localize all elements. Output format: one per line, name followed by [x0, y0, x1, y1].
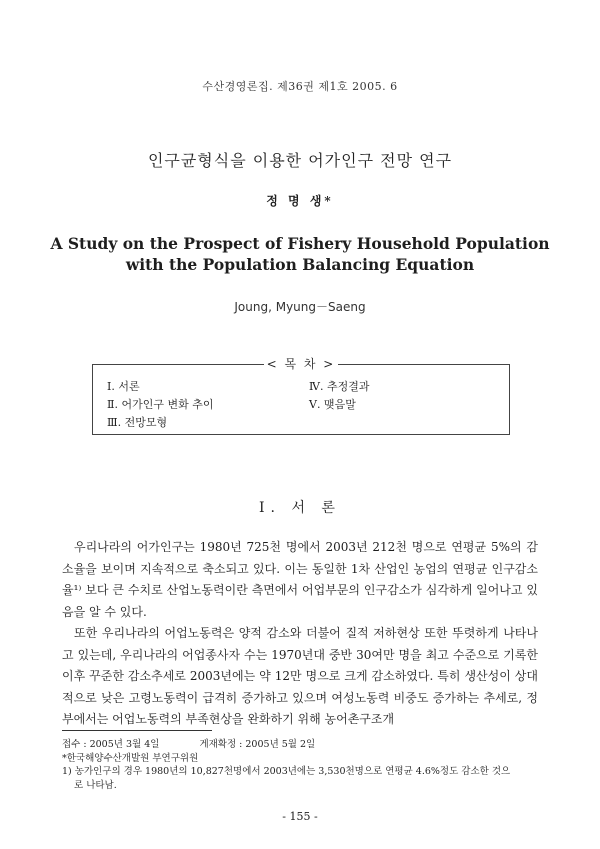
toc-item-3: Ⅲ. 전망모형	[107, 416, 168, 429]
toc-heading: < 목 차 >	[266, 357, 336, 371]
toc-item-5: Ⅴ. 맺음말	[309, 398, 356, 411]
received-date: 접수 : 2005년 3월 4일	[62, 739, 160, 750]
english-author: Joung, Myung－Saeng	[234, 300, 366, 314]
toc-item-4: Ⅳ. 추정결과	[309, 380, 370, 393]
paragraph-1: 우리나라의 어가인구는 1980년 725천 명에서 2003년 212천 명으로 연평균 5%의 감소율을 보이며 지속적으로 축소되고 있다. 이는 동일한 1차 산업인 농업의 연평균 인구감소율¹⁾ 보다 큰 수치로 산업노동력이란 측면에서 어업부문의 인구감소가 심각하게 일어나고 있음을 알 수 있다.	[62, 540, 538, 619]
footnote-dates	[62, 738, 538, 752]
author-affiliation: *한국해양수산개발원 부연구위원	[62, 752, 199, 764]
footnote-1-line-2: 로 나타남.	[74, 779, 117, 791]
english-title-line-1: A Study on the Prospect of Fishery Household Population	[50, 234, 550, 253]
table-of-contents	[92, 357, 510, 435]
korean-author: 정 명 생*	[266, 194, 334, 208]
footnote-1-line-1: 1) 농가인구의 경우 1980년의 10,827천명에서 2003년에는 3,530천명으로 연평균 4.6%정도 감소한 것으	[62, 766, 511, 777]
accepted-date: 게재확정 : 2005년 5월 2일	[199, 739, 316, 750]
english-title-line-2: with the Population Balancing Equation	[125, 255, 475, 274]
toc-item-2: Ⅱ. 어가인구 변화 추이	[107, 398, 214, 411]
korean-title: 인구균형식을 이용한 어가인구 전망 연구	[147, 151, 453, 170]
journal-header: 수산경영론집. 제36권 제1호 2005. 6	[202, 80, 398, 93]
footnotes	[62, 738, 538, 792]
english-title	[0, 233, 600, 275]
toc-item-1: Ⅰ. 서론	[107, 380, 140, 393]
footnote-divider	[62, 730, 212, 731]
paragraph-2: 또한 우리나라의 어업노동력은 양적 감소와 더불어 질적 저하현상 또한 뚜렷하게 나타나고 있는데, 우리나라의 어업종사자 수는 1970년대 중반 30여만 명을 최고 수준으로 기록한 이후 꾸준한 감소추세로 2003년에는 약 12만 명으로 크게 감소하였다. 특히 생산성이 상대적으로 낮은 고령노동력이 급격히 증가하고 있으며 여성노동력 비중도 증가하는 추세로, 정부에서는 어업노동력의 부족현상을 완화하기 위해 농어촌구조개	[62, 626, 538, 726]
page-number: - 155 -	[282, 810, 318, 823]
body-text	[62, 537, 538, 731]
section-title: Ⅰ. 서 론	[259, 500, 341, 516]
